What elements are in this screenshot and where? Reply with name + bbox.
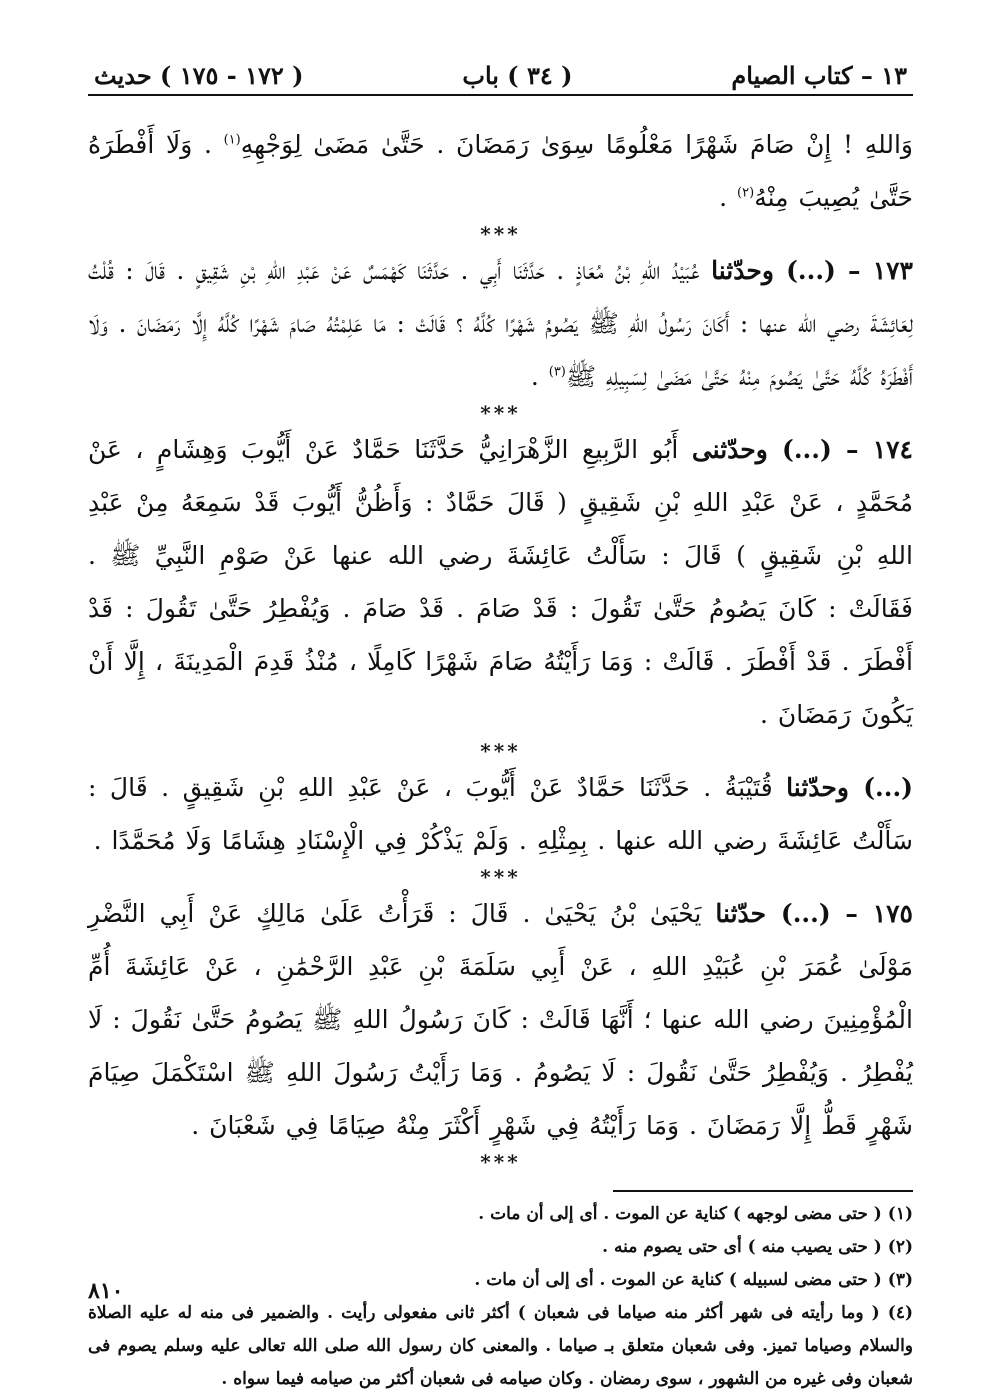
hadith-number: (...) [848,773,913,802]
footnote-1: (١) ( حتى مضى لوجهه ) كناية عن الموت . أى إلى أن مات . [478,1204,913,1224]
section-separator: *** [480,1150,521,1174]
hadith-number: ١٧٣ – (...) [773,256,913,285]
paragraph-text: أَبُو الرَّبِيعِ الزَّهْرَانِيُّ حَدَّثَنَا حَمَّادٌ عَنْ أَيُّوبَ وَهِشَامٍ ، عَنْ مُحَمَّدٍ ، عَنْ عَبْدِ اللهِ بْنِ شَقِيقٍ ( قَالَ حَمَّادٌ : وَأَظُنُّ أَيُّوبَ قَدْ سَمِعَهُ مِنْ عَبْدِ اللهِ بْنِ شَقِيقٍ ) قَالَ : سَأَلْتُ عَائِشَةَ رضي الله عنها عَنْ صَوْمِ النَّبِيِّ ﷺ . فَقَالَتْ : كَانَ يَصُومُ حَتَّىٰ تَقُولَ : قَدْ صَامَ . قَدْ صَامَ . وَيُفْطِرُ حَتَّىٰ تَقُولَ : قَدْ أَفْطَرَ . قَدْ أَفْطَرَ . قَالَتْ : وَمَا رَأَيْتُهُ صَامَ شَهْرًا كَامِلًا ، مُنْذُ قَدِمَ الْمَدِينَةَ ، إِلَّا أَنْ يَكُونَ رَمَضَانَ . [88,435,913,729]
header-chapter: ( ٣٤ ) باب [462,61,573,90]
paragraph-text: يَحْيَىٰ بْنُ يَحْيَىٰ . قَالَ : قَرَأْتُ عَلَىٰ مَالِكٍ عَنْ أَبِي النَّضْرِ مَوْلَىٰ عُمَرَ بْنِ عُبَيْدِ اللهِ ، عَنْ أَبِي سَلَمَةَ بْنِ عَبْدِ الرَّحْمَٰنِ ، عَنْ عَائِشَةَ أُمِّ الْمُؤْمِنِينَ رضي الله عنها ؛ أَنَّهَا قَالَتْ : كَانَ رَسُولُ اللهِ ﷺ يَصُومُ حَتَّىٰ نَقُولَ : لَا يُفْطِرُ . وَيُفْطِرُ حَتَّىٰ نَقُولَ : لَا يَصُومُ . وَمَا رَأَيْتُ رَسُولَ اللهِ ﷺ اسْتَكْمَلَ صِيَامَ شَهْرٍ قَطُّ إِلَّا رَمَضَانَ . وَمَا رَأَيْتُهُ فِي شَهْرٍ أَكْثَرَ مِنْهُ صِيَامًا فِي شَعْبَانَ . [88,899,913,1140]
narration-lead: وحدّثنا [786,773,849,802]
paragraph-text: . [719,183,738,212]
running-header [88,48,913,96]
narration-lead: حدّثنا [715,899,767,928]
section-separator: *** [480,739,521,763]
hadith-173 [88,244,913,403]
section-separator: *** [480,222,521,246]
footnote-marker: (٣) [548,364,566,380]
hadith-175 [88,887,913,1152]
footnote-marker: (١) [223,132,241,148]
footnote-marker: (٢) [737,185,755,201]
header-book-title: ١٣ – كتاب الصيام [731,61,907,90]
page-number: ٨١٠ [88,1278,124,1304]
narration-lead: وحدّثنا [711,256,774,285]
paragraph-text: عُبَيْدُ اللهِ بْنُ مُعَاذٍ . حَدَّثَنَا أَبِي . حَدَّثَنَا كَهْمَسٌ عَنْ عَبْدِ اللهِ بْنِ شَقِيقٍ . قَالَ : قُلْتُ لِعَائِشَةَ رضي الله عنها : أَكَانَ رَسُولُ اللهِ ﷺ يَصُومُ شَهْرًا كُلَّهُ ؟ قَالَتْ : مَا عَلِمْتُهُ صَامَ شَهْرًا كُلَّهُ إِلَّا رَمَضَانَ . وَلَا أَفْطَرَهُ كُلَّهُ حَتَّىٰ يَصُومَ مِنْهُ حَتَّىٰ مَضَىٰ لِسَبِيلِهِ ﷺ [88,256,913,391]
narration-lead: وحدّثنى [691,435,768,464]
paragraph-continuation [88,118,913,224]
footnote-rule [613,1190,913,1192]
main-text [88,96,913,1172]
section-separator: *** [480,865,521,889]
hadith-number: ١٧٤ – (...) [767,435,913,464]
paragraph-text: . [530,362,549,391]
paragraph-text: وَاللهِ ! إِنْ صَامَ شَهْرًا مَعْلُومًا سِوَىٰ رَمَضَانَ . حَتَّىٰ مَضَىٰ لِوَجْهِهِ [240,130,913,159]
hadith-174 [88,423,913,741]
footnotes [88,1198,913,1396]
document-page [88,48,913,1389]
footnote-4: (٤) ( وما رأيته فى شهر أكثر منه صياما فى شعبان ) أكثر ثانى مفعولى رأيت . والضمير فى منه له عليه الصلاة والسلام وصياما تميز. وفى شعبان متعلق بـ صياما . والمعنى كان رسول الله صلى الله تعالى عليه وسلم يصوم فى شعبان وفى غيره من الشهور ، سوى رمضان . وكان صيامه فى شعبان أكثر من صيامه فيما سواه . [88,1303,913,1389]
section-separator: *** [480,401,521,425]
hadith-174-variant [88,761,913,867]
hadith-number: ١٧٥ – (...) [766,899,913,928]
footnote-3: (٣) ( حتى مضى لسبيله ) كناية عن الموت . أى إلى أن مات . [474,1270,913,1290]
paragraph-text: . وَلَا أَفْطَرَهُ حَتَّىٰ يُصِيبَ مِنْهُ [88,130,913,212]
paragraph-text: قُتَيْبَةُ . حَدَّثَنَا حَمَّادٌ عَنْ أَيُّوبَ ، عَنْ عَبْدِ اللهِ بْنِ شَقِيقٍ . قَالَ : سَأَلْتُ عَائِشَةَ رضي الله عنها . بِمِثْلِهِ . وَلَمْ يَذْكُرْ فِي الْإِسْنَادِ هِشَامًا وَلَا مُحَمَّدًا . [88,773,913,855]
header-hadith-range: ( ١٧٢ - ١٧٥ ) حديث [94,61,304,90]
footnote-2: (٢) ( حتى يصيب منه ) أى حتى يصوم منه . [602,1237,913,1257]
